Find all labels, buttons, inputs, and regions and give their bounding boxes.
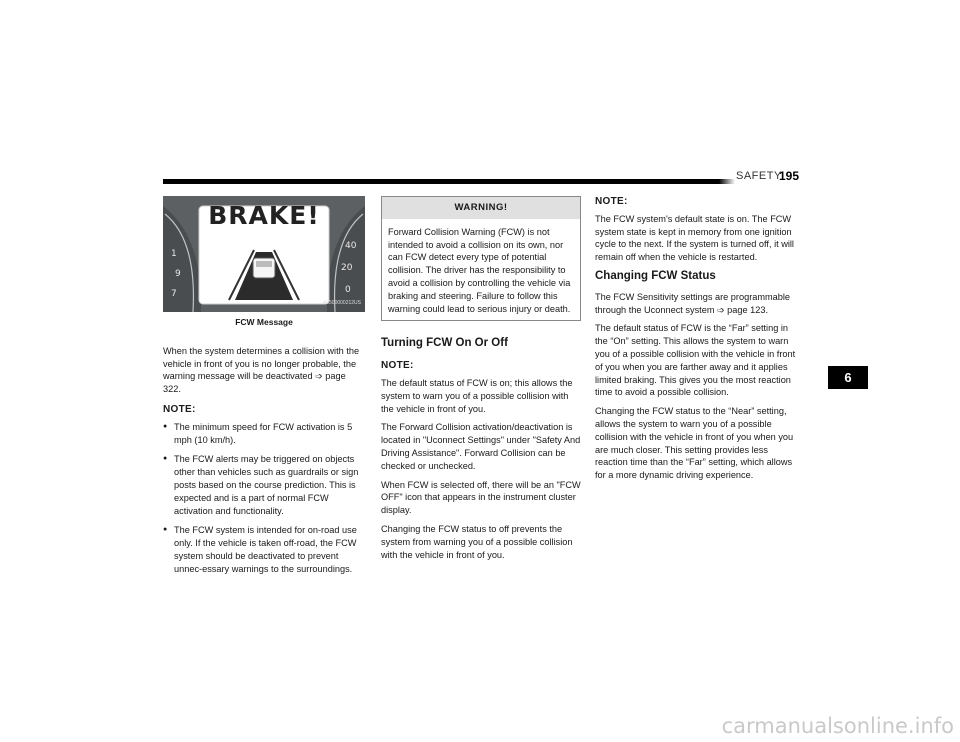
- svg-text:20: 20: [341, 263, 353, 273]
- paragraph: [595, 291, 797, 317]
- section-name: SAFETY: [736, 170, 782, 182]
- paragraph-text: The FCW Sensitivity settings are programmable through the Uconnect system: [595, 291, 791, 315]
- arrow-right-icon: ➩: [315, 371, 323, 382]
- warning-title: WARNING!: [382, 197, 580, 219]
- page-number: 195: [779, 169, 800, 183]
- arrow-right-icon: ➩: [717, 304, 725, 315]
- paragraph: Changing the FCW status to the “Near” setting, allows the system to warn you of a possible collision with the vehicle in front of you when you are much closer. This setting provides less reaction time than the “Far” setting, which allows for a more dynamic driving experience.: [595, 406, 794, 481]
- column-1: [163, 196, 365, 583]
- page-reference-link[interactable]: page 123.: [727, 304, 769, 315]
- paragraph: Changing the FCW status to off prevents the system from warning you of a possible collision with the vehicle in front of you.: [381, 523, 573, 560]
- section-heading: Changing FCW Status: [595, 269, 716, 282]
- paragraph: The default status of FCW is on; this allows the system to warn you of a possible collision with the vehicle in front of you.: [381, 377, 573, 414]
- page-reference-link[interactable]: page 322.: [163, 371, 346, 395]
- list-item: ● The minimum speed for FCW activation is 5 mph (10 km/h).: [163, 421, 365, 447]
- note-label: NOTE:: [381, 360, 414, 372]
- svg-text:9: 9: [175, 269, 181, 279]
- section-heading: Turning FCW On Or Off: [381, 337, 508, 350]
- header-rule: [163, 179, 727, 184]
- figure-image-code: A0500000212US: [322, 300, 361, 307]
- watermark: carmanualsonline.info: [721, 714, 954, 738]
- warning-box: [381, 196, 581, 321]
- fcw-message-figure: [163, 196, 365, 312]
- column-2: [381, 196, 581, 567]
- svg-text:0: 0: [345, 285, 351, 295]
- list-item: ● The FCW alerts may be triggered on objects other than vehicles such as guardrails or sign posts based on the course prediction. This is expected and is a part of normal FCW activation and functionality.: [163, 453, 365, 517]
- svg-text:1: 1: [171, 249, 177, 259]
- paragraph: The default status of FCW is the “Far” setting in the “On” setting. This allows the system to warn you of a possible collision with the vehicle in front of you when you are farther away and it applies limited braking. This gives you the most reaction time to avoid a possible collision.: [595, 323, 796, 398]
- intro-text: When the system determines a collision with the vehicle in front of you is no longer probable, the warning message will be deactivated: [163, 345, 360, 382]
- paragraph: The FCW system's default state is on. The FCW system state is kept in memory from one ignition cycle to the next. If the system is turned off, it will remain off when the vehicle is restarted.: [595, 213, 794, 263]
- list-item: ● The FCW system is intended for on-road use only. If the vehicle is taken off-road, the FCW system should be deactivated to prevent unnec-essary warnings to the surroundings.: [163, 524, 365, 575]
- warning-body: Forward Collision Warning (FCW) is not intended to avoid a collision on its own, nor can FCW detect every type of potential collision. The driver has the responsibility to avoid a collision by controlling the vehicle via braking and steering. Failure to follow this warning could lead to serious injury or death.: [388, 226, 571, 314]
- intro-paragraph: [163, 345, 365, 396]
- paragraph: The Forward Collision activation/deactivation is located in "Uconnect Settings" under "Safety And Driving Assistance". Forward Collision can be checked or unchecked.: [381, 422, 581, 471]
- note-bullet-list: [163, 421, 365, 576]
- figure-caption: FCW Message: [235, 317, 293, 327]
- note-label: NOTE:: [163, 403, 196, 415]
- column-3: [595, 196, 797, 488]
- svg-text:40: 40: [345, 241, 357, 251]
- svg-text:7: 7: [171, 289, 177, 299]
- chapter-tab: 6: [828, 366, 868, 389]
- brake-display-text: BRAKE!: [208, 201, 320, 230]
- note-label: NOTE:: [595, 196, 628, 207]
- paragraph: When FCW is selected off, there will be an "FCW OFF" icon that appears in the instrument cluster display.: [381, 479, 581, 516]
